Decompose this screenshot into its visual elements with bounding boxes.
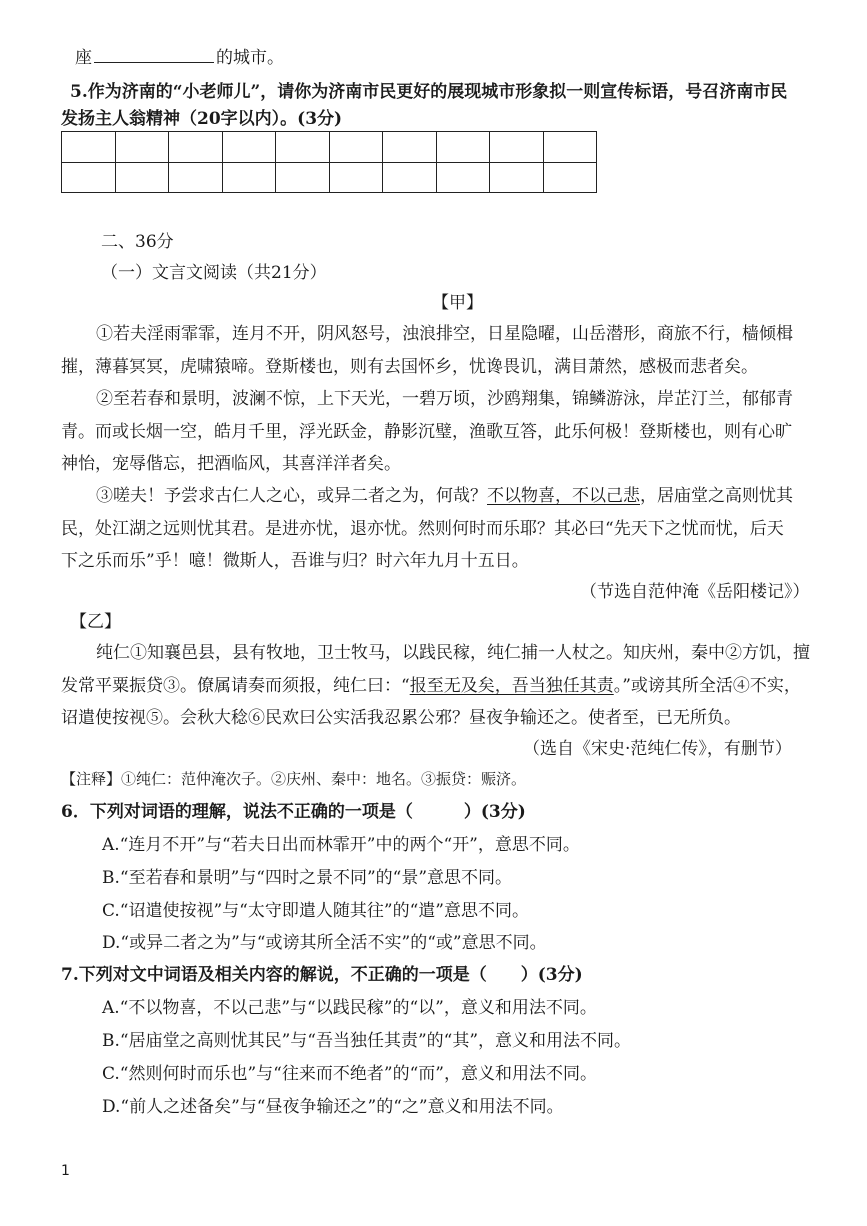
- q6-option-b[interactable]: B.“至若春和景明”与“四时之景不同”的“景”意思不同。: [102, 868, 513, 888]
- q7-stem: 7.下列对文中词语及相关内容的解说，不正确的一项是（ ）(3分): [61, 965, 583, 985]
- grid-cell[interactable]: [222, 132, 276, 163]
- grid-cell[interactable]: [329, 162, 383, 193]
- grid-row: [62, 162, 597, 193]
- jia-p3-underlined: 不以物喜，不以己悲: [487, 486, 640, 506]
- q7-option-d[interactable]: D.“前人之述备矣”与“昼夜争输还之”的“之”意义和用法不同。: [102, 1097, 564, 1117]
- grid-cell[interactable]: [62, 132, 116, 163]
- grid-cell[interactable]: [276, 162, 330, 193]
- grid-cell[interactable]: [329, 132, 383, 163]
- grid-cell[interactable]: [490, 132, 544, 163]
- q7-option-b[interactable]: B.“居庙堂之高则忧其民”与“吾当独任其责”的“其”，意义和用法不同。: [102, 1031, 632, 1051]
- q5-line-2: 发扬主人翁精神（20字以内）。(3分): [61, 109, 343, 129]
- q6-option-c[interactable]: C.“诏遣使按视”与“太守即遣人随其往”的“遣”意思不同。: [102, 901, 529, 921]
- section-2-title: 二、36分: [101, 232, 174, 252]
- jia-p2-line-3: 神怡，宠辱偕忘，把酒临风，其喜洋洋者矣。: [61, 454, 401, 474]
- jia-p2-line-1: ②至若春和景明，波澜不惊，上下天光，一碧万顷，沙鸥翔集，锦鳞游泳，岸芷汀兰，郁郁青: [96, 389, 793, 409]
- yi-line-1: 纯仁①知襄邑县，县有牧地，卫士牧马，以践民稼，纯仁捕一人杖之。知庆州，秦中②方饥，擅: [96, 643, 810, 663]
- q4-prefix: 座: [75, 48, 92, 68]
- grid-cell[interactable]: [436, 132, 490, 163]
- annotation-notes: 【注释】①纯仁：范仲淹次子。②庆州、秦中：地名。③振贷：赈济。: [61, 770, 527, 788]
- yi-source: （选自《宋史·范纯仁传》，有删节）: [523, 739, 792, 759]
- section-2-subtitle: （一）文言文阅读（共21分）: [101, 263, 327, 283]
- yi-line-2-part-a: 发常平粟振贷③。僚属请奏而须报，纯仁曰：“: [61, 676, 410, 696]
- grid-cell[interactable]: [490, 162, 544, 193]
- q4-tail: [75, 48, 284, 68]
- q6-stem: 6．下列对词语的理解，说法不正确的一项是（ ）(3分): [61, 802, 526, 822]
- jia-source: （节选自范仲淹《岳阳楼记》）: [580, 582, 810, 602]
- yi-heading: 【乙】: [70, 612, 121, 632]
- jia-p1-line-2: 摧，薄暮冥冥，虎啸猿啼。登斯楼也，则有去国怀乡，忧谗畏讥，满目萧然，感极而悲者矣。: [61, 357, 758, 377]
- answer-blank[interactable]: [94, 48, 214, 63]
- jia-p3-line-2: 民，处江湖之远则忧其君。是进亦忧，退亦忧。然则何时而乐耶？其必曰“先天下之忧而忧，后天: [61, 519, 784, 539]
- jia-p3-part-b: ，居庙堂之高则忧其: [640, 486, 793, 506]
- grid-cell[interactable]: [383, 132, 437, 163]
- grid-cell[interactable]: [62, 162, 116, 193]
- q4-suffix: 的城市。: [216, 48, 284, 68]
- grid-cell[interactable]: [276, 132, 330, 163]
- jia-p3-line-3: 下之乐而乐”乎！噫！微斯人，吾谁与归？时六年九月十五日。: [61, 551, 529, 571]
- q6-option-a[interactable]: A.“连月不开”与“若夫日出而林霏开”中的两个“开”，意思不同。: [102, 835, 580, 855]
- grid-cell[interactable]: [169, 162, 223, 193]
- grid-cell[interactable]: [222, 162, 276, 193]
- grid-cell[interactable]: [115, 132, 169, 163]
- jia-p1-line-1: ①若夫淫雨霏霏，连月不开，阴风怒号，浊浪排空，日星隐曜，山岳潜形，商旅不行，樯倾楫: [96, 324, 793, 344]
- grid-cell[interactable]: [115, 162, 169, 193]
- page-number: 1: [61, 1163, 70, 1179]
- yi-line-3: 诏遣使按视⑤。会秋大稔⑥民欢曰公实活我忍累公邪？昼夜争输还之。使者至，已无所负。: [61, 708, 741, 728]
- q6-option-d[interactable]: D.“或异二者之为”与“或谤其所全活不实”的“或”意思不同。: [102, 933, 547, 953]
- grid-cell[interactable]: [436, 162, 490, 193]
- q5-line-1: 5.作为济南的“小老师儿”，请你为济南市民更好的展现城市形象拟一则宣传标语，号召济南市民: [70, 82, 788, 102]
- jia-heading: 【甲】: [432, 293, 483, 313]
- grid-cell[interactable]: [543, 162, 597, 193]
- grid-cell[interactable]: [169, 132, 223, 163]
- jia-p3-line-1: [96, 486, 793, 506]
- yi-line-2: [61, 676, 801, 696]
- answer-grid[interactable]: [61, 131, 597, 193]
- jia-p3-part-a: ③嗟夫！予尝求古仁人之心，或异二者之为，何哉？: [96, 486, 487, 506]
- yi-line-2-part-b: 。”或谤其所全活④不实，: [613, 676, 801, 696]
- q7-option-c[interactable]: C.“然则何时而乐也”与“往来而不绝者”的“而”，意义和用法不同。: [102, 1064, 597, 1084]
- jia-p2-line-2: 青。而或长烟一空，皓月千里，浮光跃金，静影沉璧，渔歌互答，此乐何极！登斯楼也，则有心旷: [61, 422, 792, 442]
- grid-row: [62, 132, 597, 163]
- yi-underlined: 报至无及矣，吾当独任其责: [409, 676, 614, 696]
- q7-option-a[interactable]: A.“不以物喜，不以己悲”与“以践民稼”的“以”，意义和用法不同。: [102, 998, 597, 1018]
- grid-cell[interactable]: [383, 162, 437, 193]
- grid-cell[interactable]: [543, 132, 597, 163]
